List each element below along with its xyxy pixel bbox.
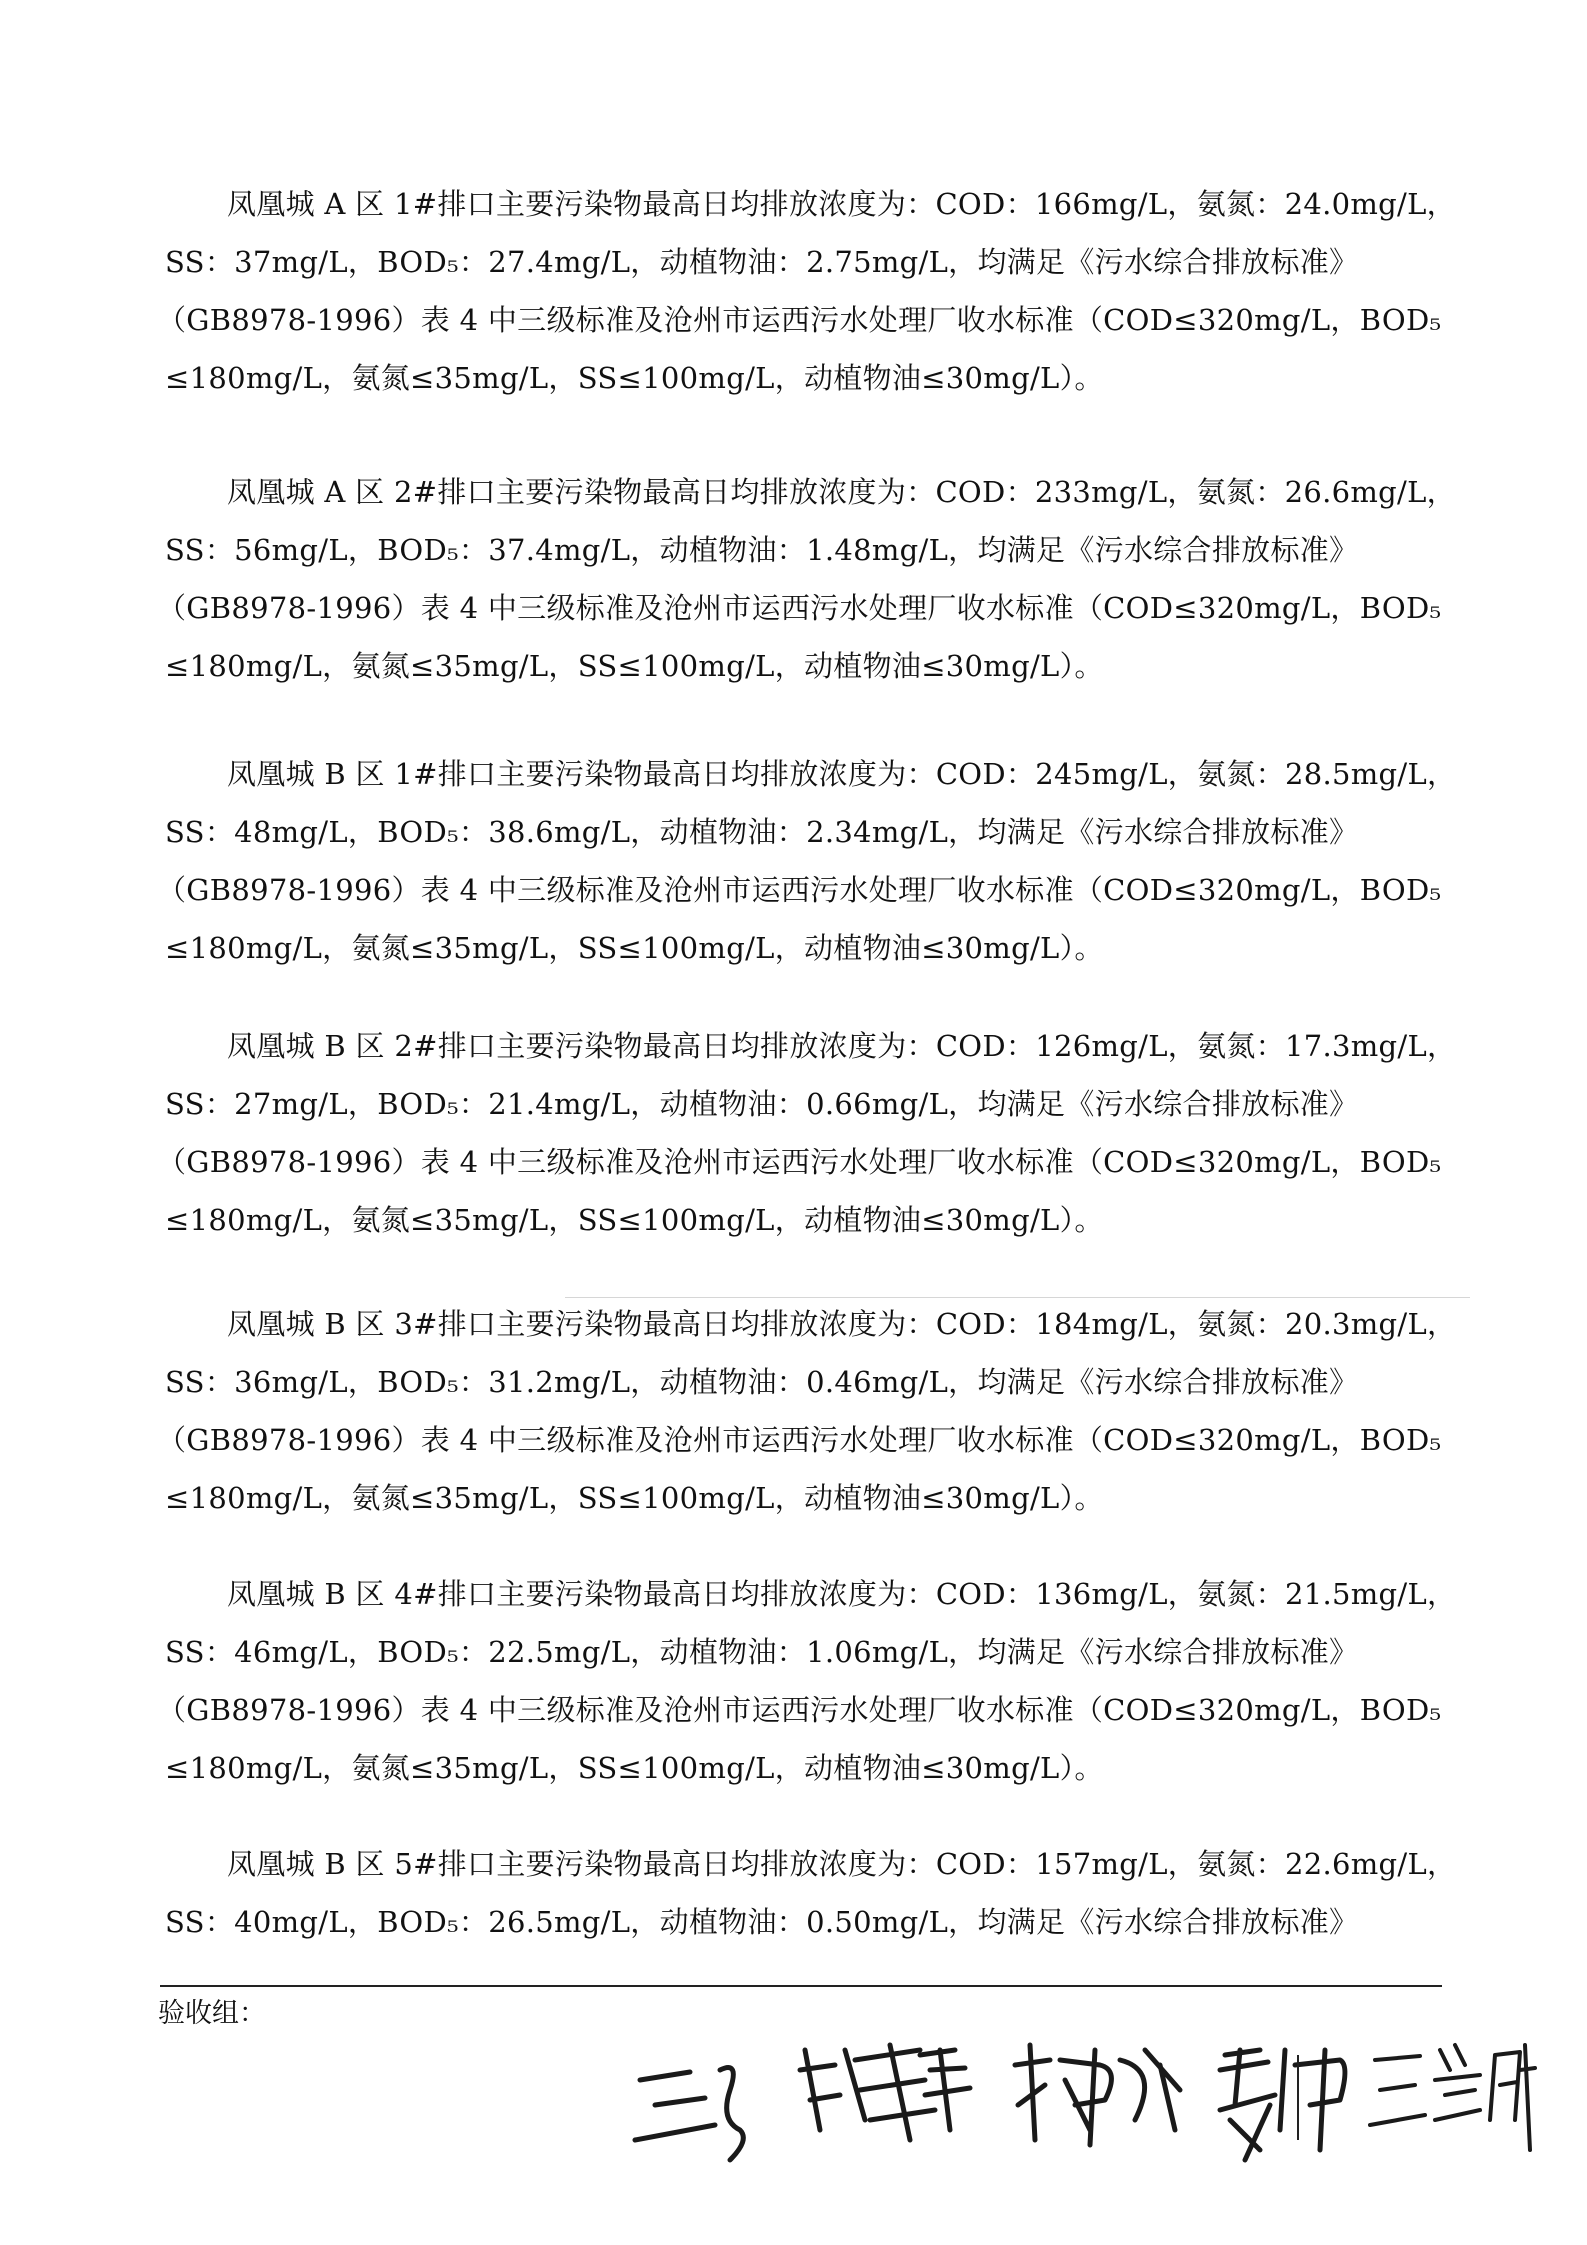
paragraph-b5-outlet <box>165 1835 1457 1951</box>
signature-4 <box>1220 2050 1345 2160</box>
paragraph-line: ≤180mg/L，氨氮≤35mg/L，SS≤100mg/L，动植物油≤30mg/L）。 <box>165 1481 1104 1515</box>
signature-1 <box>635 2068 743 2161</box>
paragraph-line: （GB8978-1996）表 4 中三级标准及沧州市运西污水处理厂收水标准（COD≤320mg/L，BOD₅ <box>157 1693 1442 1727</box>
signature-5 <box>1370 2045 1535 2150</box>
paragraph-line: SS：37mg/L，BOD₅：27.4mg/L，动植物油：2.75mg/L，均满足《污水综合排放标准》 <box>165 245 1359 279</box>
signature-3 <box>1015 2045 1180 2145</box>
paragraph-line: 凤凰城 B 区 3#排口主要污染物最高日均排放浓度为：COD：184mg/L，氨氮：20.3mg/L， <box>227 1307 1457 1341</box>
paragraph-line: SS：36mg/L，BOD₅：31.2mg/L，动植物油：0.46mg/L，均满足《污水综合排放标准》 <box>165 1365 1359 1399</box>
paragraph-line: ≤180mg/L，氨氮≤35mg/L，SS≤100mg/L，动植物油≤30mg/L）。 <box>165 1751 1104 1785</box>
paragraph-b1-outlet <box>157 745 1457 977</box>
paragraph-line: 凤凰城 B 区 5#排口主要污染物最高日均排放浓度为：COD：157mg/L，氨氮：22.6mg/L， <box>227 1847 1457 1881</box>
paragraph-b3-outlet <box>157 1295 1457 1527</box>
paragraph-line: SS：46mg/L，BOD₅：22.5mg/L，动植物油：1.06mg/L，均满足《污水综合排放标准》 <box>165 1635 1359 1669</box>
paragraph-line: SS：56mg/L，BOD₅：37.4mg/L，动植物油：1.48mg/L，均满足《污水综合排放标准》 <box>165 533 1359 567</box>
paragraph-line: SS：48mg/L，BOD₅：38.6mg/L，动植物油：2.34mg/L，均满足《污水综合排放标准》 <box>165 815 1359 849</box>
paragraph-a1-outlet <box>157 175 1456 407</box>
paragraph-line: ≤180mg/L，氨氮≤35mg/L，SS≤100mg/L，动植物油≤30mg/L）。 <box>165 931 1104 965</box>
paragraph-a2-outlet <box>157 463 1456 695</box>
paragraph-line: 凤凰城 B 区 4#排口主要污染物最高日均排放浓度为：COD：136mg/L，氨氮：21.5mg/L， <box>227 1577 1457 1611</box>
paragraph-line: 凤凰城 A 区 2#排口主要污染物最高日均排放浓度为：COD：233mg/L，氨氮：26.6mg/L， <box>227 475 1456 509</box>
paragraph-line: 凤凰城 A 区 1#排口主要污染物最高日均排放浓度为：COD：166mg/L，氨氮：24.0mg/L， <box>227 187 1456 221</box>
pen-stroke-mark <box>1297 2055 1299 2140</box>
paragraph-line: ≤180mg/L，氨氮≤35mg/L，SS≤100mg/L，动植物油≤30mg/L）。 <box>165 361 1104 395</box>
paragraph-line: SS：27mg/L，BOD₅：21.4mg/L，动植物油：0.66mg/L，均满足《污水综合排放标准》 <box>165 1087 1359 1121</box>
signature-2 <box>800 2045 970 2140</box>
paragraph-line: （GB8978-1996）表 4 中三级标准及沧州市运西污水处理厂收水标准（COD≤320mg/L，BOD₅ <box>157 873 1442 907</box>
paragraph-b4-outlet <box>157 1565 1457 1797</box>
paragraph-line: SS：40mg/L，BOD₅：26.5mg/L，动植物油：0.50mg/L，均满足《污水综合排放标准》 <box>165 1905 1359 1939</box>
footer-rule <box>160 1985 1442 1987</box>
paragraph-line: （GB8978-1996）表 4 中三级标准及沧州市运西污水处理厂收水标准（COD≤320mg/L，BOD₅ <box>157 1423 1442 1457</box>
paragraph-line: ≤180mg/L，氨氮≤35mg/L，SS≤100mg/L，动植物油≤30mg/L）。 <box>165 649 1104 683</box>
paragraph-line: （GB8978-1996）表 4 中三级标准及沧州市运西污水处理厂收水标准（COD≤320mg/L，BOD₅ <box>157 591 1442 625</box>
paragraph-line: （GB8978-1996）表 4 中三级标准及沧州市运西污水处理厂收水标准（COD≤320mg/L，BOD₅ <box>157 1145 1442 1179</box>
paragraph-line: ≤180mg/L，氨氮≤35mg/L，SS≤100mg/L，动植物油≤30mg/L）。 <box>165 1203 1104 1237</box>
paragraph-b2-outlet <box>157 1017 1457 1249</box>
paragraph-line: （GB8978-1996）表 4 中三级标准及沧州市运西污水处理厂收水标准（COD≤320mg/L，BOD₅ <box>157 303 1442 337</box>
acceptance-group-label: 验收组： <box>158 1998 266 2029</box>
paragraph-line: 凤凰城 B 区 1#排口主要污染物最高日均排放浓度为：COD：245mg/L，氨氮：28.5mg/L， <box>227 757 1457 791</box>
handwritten-signatures <box>620 2010 1540 2190</box>
paragraph-line: 凤凰城 B 区 2#排口主要污染物最高日均排放浓度为：COD：126mg/L，氨氮：17.3mg/L， <box>227 1029 1457 1063</box>
